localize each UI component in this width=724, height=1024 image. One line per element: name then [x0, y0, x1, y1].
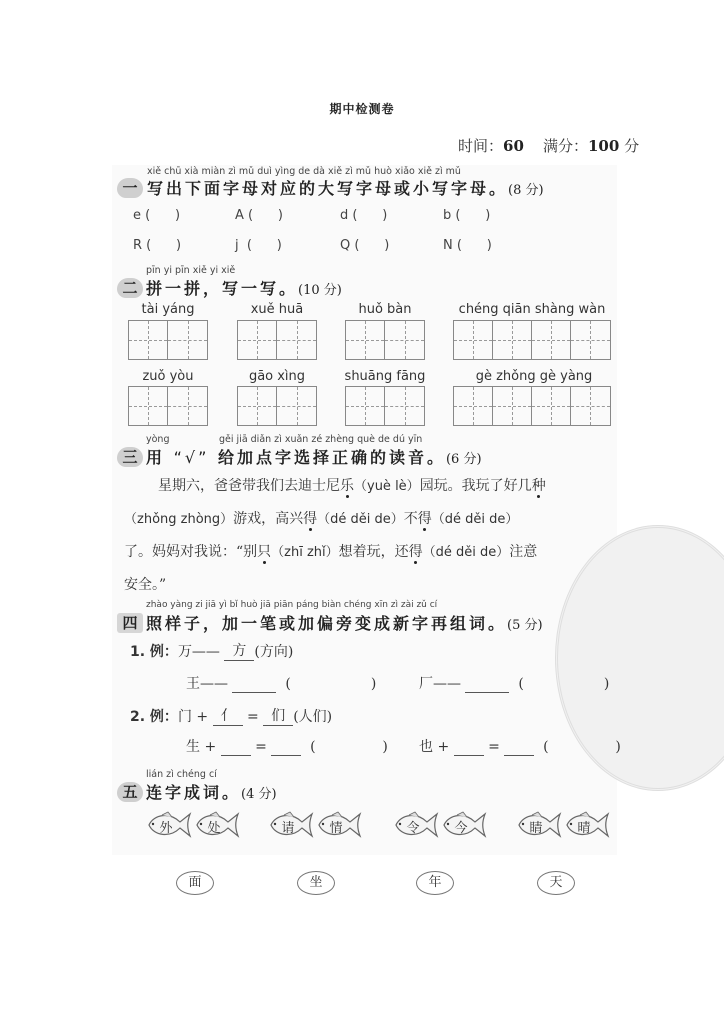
- fish-char-text: 睛: [529, 821, 543, 836]
- grid-cell[interactable]: [532, 387, 571, 425]
- grid-cell[interactable]: [571, 387, 610, 425]
- pinyin-choice[interactable]: （dé děi de）: [422, 545, 510, 560]
- section-score: (6 分): [445, 452, 482, 467]
- heading-text: 照样子，加一笔或加偏旁变成新字再组词。: [146, 614, 508, 633]
- radical-blank[interactable]: [221, 739, 251, 756]
- writing-grid[interactable]: [453, 320, 611, 360]
- fish-char-text: 令: [406, 821, 420, 836]
- example-answer: 方: [224, 640, 254, 661]
- writing-grid[interactable]: [237, 386, 317, 426]
- fish-char-text: 情: [329, 821, 343, 836]
- dotted-char: 只: [257, 544, 272, 560]
- section-3-pinyin: gěi jiā diǎn zì xuǎn zé zhèng què de dú yīn: [219, 434, 423, 445]
- grid-cell[interactable]: [493, 321, 532, 359]
- letter-item[interactable]: A ( ): [235, 208, 283, 223]
- fish-char[interactable]: [268, 810, 316, 840]
- section-4-badge: 四: [117, 613, 143, 633]
- fish-char[interactable]: [146, 810, 194, 840]
- section-score: (10 分): [298, 283, 342, 298]
- q2-item: 生 + = ( ): [186, 739, 388, 755]
- example-word: (方向): [254, 644, 294, 660]
- dotted-char: 得: [408, 544, 423, 560]
- fish-char[interactable]: [194, 810, 242, 840]
- grid-cell[interactable]: [238, 321, 277, 359]
- section-5-badge: 五: [117, 782, 143, 802]
- pinyin-choice[interactable]: （dé děi de）: [431, 512, 519, 527]
- letter-item[interactable]: e ( ): [133, 208, 181, 223]
- q1-item: 王—— ( ): [186, 676, 377, 692]
- base-char: 门 +: [177, 709, 209, 725]
- word-pinyin: gè zhǒng gè yàng: [475, 369, 593, 384]
- oval-char[interactable]: 天: [537, 871, 575, 895]
- writing-grid[interactable]: [128, 320, 208, 360]
- base-char: 万——: [177, 644, 220, 660]
- section-1-heading: [147, 176, 544, 199]
- example-radical: 亻: [213, 705, 243, 726]
- time-value: 60: [503, 137, 524, 155]
- base-char: 也 +: [419, 739, 450, 755]
- passage-text: 不: [403, 511, 418, 527]
- pinyin-choice[interactable]: （yuè lè）: [354, 479, 420, 494]
- section-3-heading: [146, 445, 482, 468]
- grid-cell[interactable]: [532, 321, 571, 359]
- passage-text: 安全。”: [124, 577, 167, 593]
- grid-cell[interactable]: [571, 321, 610, 359]
- section-1-badge: 一: [117, 178, 143, 198]
- score-label: 满分：: [542, 137, 588, 155]
- section-4-pinyin: zhào yàng zi jiā yì bǐ huò jiā piān páng biàn chéng xīn zì zài zǔ cí: [146, 600, 438, 610]
- word-pinyin: chéng qiān shàng wàn: [458, 302, 606, 317]
- letter-item[interactable]: b ( ): [443, 208, 491, 223]
- score-value: 100: [587, 137, 620, 155]
- letter-item[interactable]: d ( ): [340, 208, 388, 223]
- example-word: (人们): [293, 709, 333, 725]
- question-label: 2. 例：: [130, 709, 178, 725]
- heading-text: 拼一拼，写一写。: [146, 279, 299, 298]
- passage-line: [124, 569, 615, 602]
- oval-char[interactable]: 面: [176, 871, 214, 895]
- pinyin-choice[interactable]: （dé děi de）: [317, 512, 404, 527]
- passage-text: 星期六，爸爸带我们去迪士尼: [158, 478, 340, 494]
- passage-line: [130, 470, 615, 503]
- passage-text: 注意: [509, 544, 538, 560]
- section-3-pinyin-yong: yòng: [146, 434, 170, 445]
- grid-cell[interactable]: [238, 387, 277, 425]
- fish-char[interactable]: [316, 810, 364, 840]
- grid-cell[interactable]: [346, 321, 385, 359]
- question-label: 1. 例：: [130, 644, 178, 660]
- oval-char[interactable]: 坐: [297, 871, 335, 895]
- fish-char-text: 请: [281, 821, 295, 836]
- grid-cell[interactable]: [277, 321, 316, 359]
- grid-cell[interactable]: [129, 387, 168, 425]
- fish-char-text: 外: [159, 821, 173, 836]
- grid-cell[interactable]: [454, 321, 493, 359]
- section-5-heading: [146, 780, 277, 803]
- dotted-char: 种: [531, 478, 546, 494]
- q2-item: 也 + = ( ): [419, 739, 621, 755]
- answer-blank[interactable]: [232, 676, 276, 693]
- word-pinyin: gāo xìng: [248, 369, 306, 384]
- score-unit: 分: [624, 137, 640, 155]
- passage-text: 想着玩，还: [338, 544, 409, 560]
- fish-char[interactable]: [393, 810, 441, 840]
- pinyin-choice[interactable]: （zhī zhǐ）: [271, 545, 339, 560]
- dotted-char: 得: [303, 511, 318, 527]
- word-pinyin: zuǒ yòu: [142, 369, 194, 384]
- grid-cell[interactable]: [385, 321, 424, 359]
- base-char: 生 +: [186, 739, 217, 755]
- grid-cell[interactable]: [129, 321, 168, 359]
- fish-char[interactable]: [441, 810, 489, 840]
- section-score: (5 分): [507, 618, 543, 633]
- time-label: 时间：: [458, 137, 504, 155]
- heading-text: 给加点字选择正确的读音。: [217, 448, 446, 467]
- section-score: (8 分): [508, 183, 544, 198]
- word-pinyin: shuāng fāng: [344, 369, 426, 384]
- oval-char[interactable]: 年: [416, 871, 454, 895]
- section-2-pinyin: pīn yi pīn xiě yi xiě: [146, 265, 236, 276]
- letter-item[interactable]: Q ( ): [340, 238, 390, 253]
- grid-cell[interactable]: [385, 387, 424, 425]
- section-3-badge: 三: [117, 447, 143, 467]
- passage-text: 了。妈妈对我说：“别: [124, 544, 258, 560]
- base-char: 厂——: [419, 676, 461, 692]
- passage-text: 园玩。我玩了好几: [419, 478, 532, 494]
- dotted-char: 得: [417, 511, 432, 527]
- grid-cell[interactable]: [454, 387, 493, 425]
- letter-item[interactable]: j ( ): [235, 238, 282, 253]
- grid-cell[interactable]: [346, 387, 385, 425]
- base-char: 王——: [186, 676, 228, 692]
- fish-char-text: 晴: [577, 821, 591, 836]
- grid-cell[interactable]: [168, 387, 207, 425]
- grid-cell[interactable]: [277, 387, 316, 425]
- word-pinyin: tài yáng: [141, 302, 195, 317]
- radical-blank[interactable]: [454, 739, 484, 756]
- passage-line: [124, 503, 615, 536]
- dotted-char: 乐: [340, 478, 354, 494]
- check-mark: “√”: [173, 448, 210, 467]
- page-title: 期中检测卷: [329, 102, 395, 116]
- section-score: (4 分): [241, 787, 277, 802]
- section-2-badge: 二: [117, 278, 143, 298]
- heading-text: 连字成词。: [146, 783, 242, 802]
- writing-grid[interactable]: [237, 320, 317, 360]
- equals: =: [247, 709, 259, 725]
- fish-char-text: 处: [207, 821, 221, 836]
- letter-item[interactable]: R ( ): [133, 238, 182, 253]
- pinyin-choice[interactable]: （zhǒng zhòng）: [124, 512, 234, 527]
- fish-char-text: 今: [454, 821, 468, 836]
- word-pinyin: huǒ bàn: [358, 302, 412, 317]
- answer-blank[interactable]: [504, 739, 534, 756]
- section-4-heading: [146, 611, 543, 634]
- word-pinyin: xuě huā: [250, 302, 304, 317]
- example-2: [130, 705, 332, 726]
- writing-grid[interactable]: [345, 386, 425, 426]
- example-answer: 们: [263, 705, 293, 726]
- section-1-pinyin: xiě chū xià miàn zì mǔ duì yìng de dà xiě zì mǔ huò xiǎo xiě zì mǔ: [147, 166, 461, 177]
- fish-char[interactable]: [564, 810, 612, 840]
- fish-char[interactable]: [516, 810, 564, 840]
- writing-grid[interactable]: [128, 386, 208, 426]
- letter-item[interactable]: N ( ): [443, 238, 492, 253]
- example-1: [130, 640, 293, 661]
- writing-grid[interactable]: [345, 320, 425, 360]
- writing-grid[interactable]: [453, 386, 611, 426]
- answer-blank[interactable]: [465, 676, 509, 693]
- grid-cell[interactable]: [168, 321, 207, 359]
- passage-text: 游戏，高兴: [233, 511, 304, 527]
- passage: [124, 470, 615, 602]
- grid-cell[interactable]: [493, 387, 532, 425]
- answer-blank[interactable]: [271, 739, 301, 756]
- exam-meta: [458, 135, 639, 156]
- section-5-pinyin: lián zì chéng cí: [146, 769, 217, 780]
- heading-text: 写出下面字母对应的大写字母或小写字母。: [147, 179, 509, 198]
- section-2-heading: [146, 276, 342, 299]
- q1-item: 厂—— ( ): [419, 676, 610, 692]
- passage-line: [124, 536, 615, 569]
- heading-text: 用: [146, 448, 166, 467]
